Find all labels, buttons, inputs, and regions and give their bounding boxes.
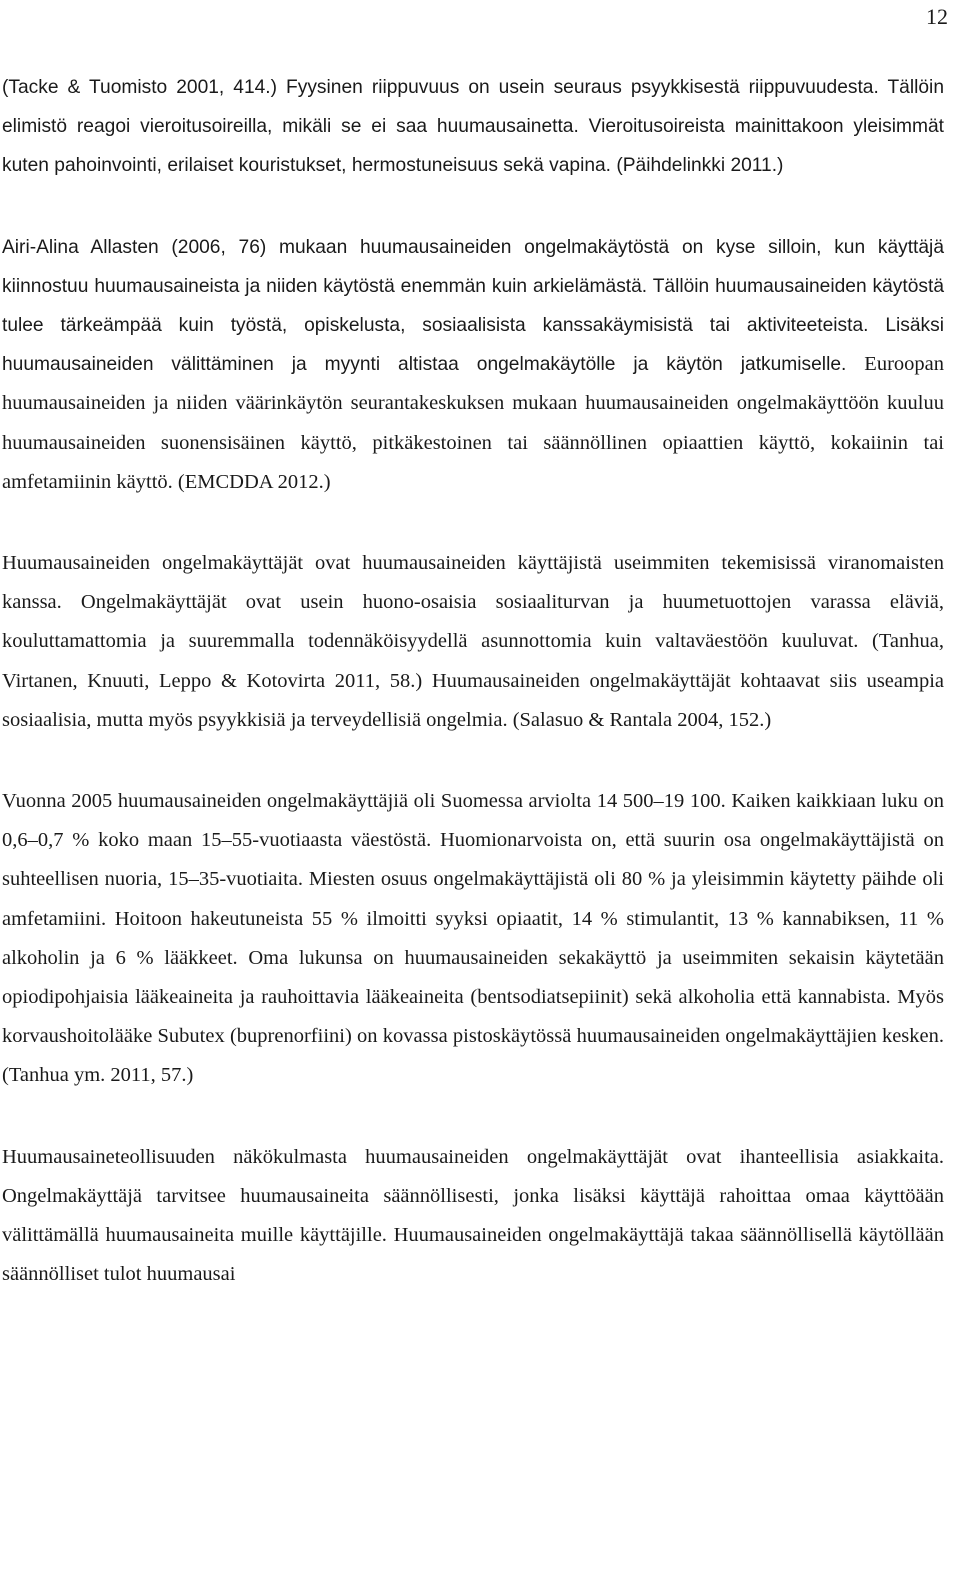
paragraph-drug-industry-perspective: Huumausaineteollisuuden näkökulmasta huumausaineiden ongelmakäyttäjät ovat ihanteellisia asiakkaita. Ongelmakäyttäjä tarvitsee huumausaineita säännöllisesti, jonka lisäksi käyttäjä rahoittaa omaa käyttöään välittämällä huumausaineita muille käyttäjille. Huumausaineiden ongelmakäyttäjä takaa säännöllisellä käytöllään säännölliset tulot huumausai (2, 1145, 944, 1286)
paragraph-statistics-2005: Vuonna 2005 huumausaineiden ongelmakäyttäjiä oli Suomessa arviolta 14 500–19 100. Kaiken kaikkiaan luku on 0,6–0,7 % koko maan 15–55-vuotiaasta väestöstä. Huomionarvoista on, että suurin osa ongelmakäyttäjistä on suhteellisen nuoria, 15–35-vuotiaita. Miesten osuus ongelmakäyttäjistä oli 80 % ja yleisimmin käytetty päihde oli amfetamiini. Hoitoon hakeutuneista 55 % ilmoitti syyksi opiaatit, 14 % stimulantit, 13 % kannabiksen, 11 % alkoholin ja 6 % lääkkeet. Oma lukunsa on huumausaineiden sekakäyttö ja useimmiten sekaisin käytetään opiodipohjaisia lääkeaineita ja rauhoittavia lääkeaineita (bentsodiatsepiinit) sekä alkoholia että kannabista. Myös korvaushoitolääke Subutex (buprenorfiini) on kovassa pistoskäytössä huumausaineiden ongelmakäyttäjien kesken. (Tanhua ym. 2011, 57.) (2, 790, 944, 1087)
document-body (2, 68, 944, 1294)
paragraph-spacer (2, 1096, 944, 1138)
paragraph-problem-users-authorities: Huumausaineiden ongelmakäyttäjät ovat huumausaineiden käyttäjistä useimmiten tekemisissä viranomaisten kanssa. Ongelmakäyttäjät ovat usein huono-osaisia sosiaaliturvan ja huumetuottojen varassa eläviä, kouluttamattomia ja suuremmalla todennäköisyydellä asunnottomia kuin valtaväestöön kuuluvat. (Tanhua, Virtanen, Knuuti, Leppo & Kotovirta 2011, 58.) Huumausaineiden ongelmakäyttäjät kohtaavat siis useampia sosiaalisia, mutta myös psyykkisiä ja terveydellisiä ongelmia. (Salasuo & Rantala 2004, 152.) (2, 552, 944, 731)
paragraph-spacer (2, 186, 944, 228)
paragraph-problem-use-definition (2, 228, 944, 502)
paragraph-spacer (2, 502, 944, 544)
page-number: 12 (926, 4, 948, 29)
paragraph-spacer (2, 740, 944, 782)
paragraph-run-emcdda: Euroopan huumausaineiden ja niiden väärinkäytön seurantakeskuksen mukaan huumausaineiden ongelmakäyttöön kuuluu huumausaineiden suonensisäinen käyttö, pitkäkestoinen tai säännöllinen opiaattien käyttö, kokaiinin tai amfetamiinin käyttö. (EMCDDA 2012.) (2, 353, 944, 493)
paragraph-run-allasten: Airi-Alina Allasten (2006, 76) mukaan huumausaineiden ongelmakäytöstä on kyse silloin, kun käyttäjä kiinnostuu huumausaineista ja niiden käytöstä enemmän kuin arkielämästä. Tällöin huumausaineiden käytöstä tulee tärkeämpää kuin työstä, opiskelusta, sosiaalisista kanssakäymisistä tai aktiviteeteista. Lisäksi huumausaineiden välittäminen ja myynti altistaa ongelmakäytölle ja käytön jatkumiselle. (2, 236, 944, 376)
paragraph-withdrawal-symptoms: (Tacke & Tuomisto 2001, 414.) Fyysinen riippuvuus on usein seuraus psyykkisestä riippuvuudesta. Tällöin elimistö reagoi vieroitusoireilla, mikäli se ei saa huumausainetta. Vieroitusoireista mainittakoon yleisimmät kuten pahoinvointi, erilaiset kouristukset, hermostuneisuus sekä vapina. (Päihdelinkki 2011.) (2, 77, 944, 177)
